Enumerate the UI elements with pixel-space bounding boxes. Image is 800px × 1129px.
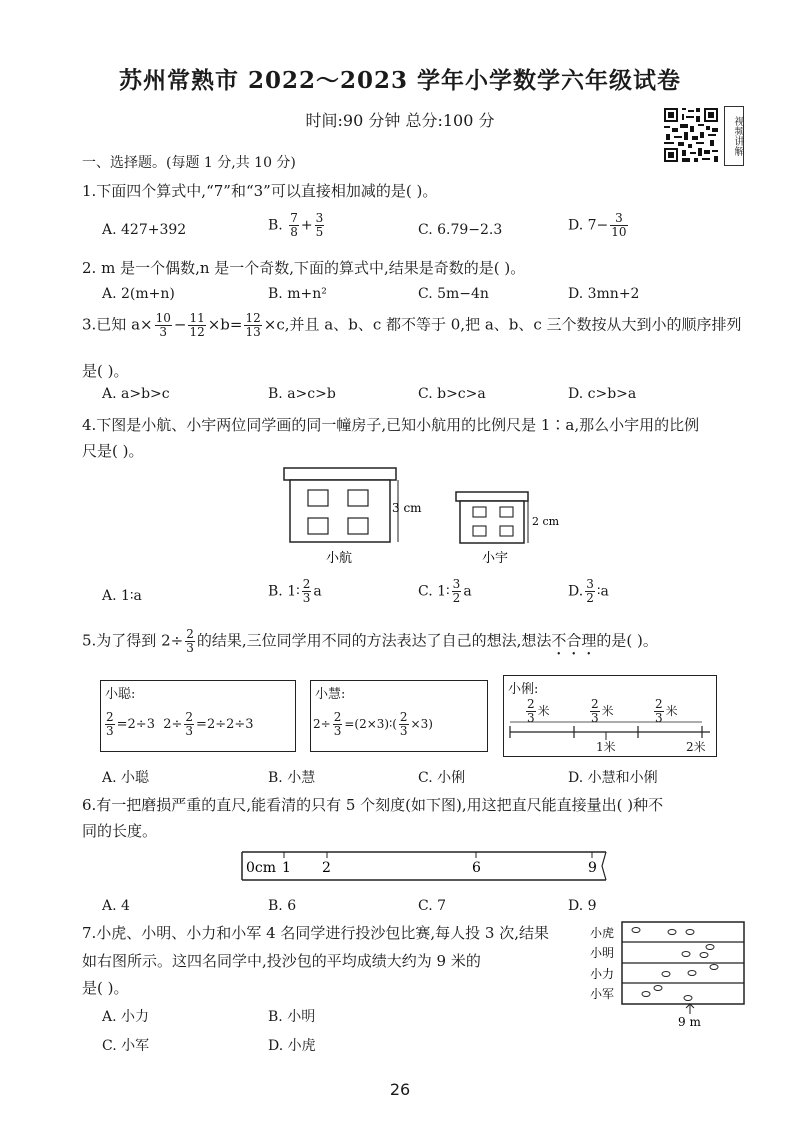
q3-option-d[interactable]: D. c>b>a xyxy=(568,386,637,402)
q2-option-d[interactable]: D. 3mn+2 xyxy=(568,286,640,302)
q4-houses-figure xyxy=(270,462,570,574)
q1-option-c[interactable]: C. 6.79−2.3 xyxy=(418,222,503,238)
q1-option-d-label: D. 7− xyxy=(568,217,609,234)
box-expression: $\frac{2}{3}$ =2÷3 2÷ $\frac{2}{3}$ =2÷2÷3 xyxy=(106,710,254,738)
segment-label: $\frac{2}{3}$ 米 xyxy=(655,697,678,725)
fraction: $\frac{7}{8}$ xyxy=(290,211,298,239)
nine-meter-mark: 9 m xyxy=(678,1015,701,1029)
row-name: 小明 xyxy=(590,946,615,960)
emphasized-text: 不合理 xyxy=(551,631,597,650)
q2-option-b[interactable]: B. m+n² xyxy=(268,286,327,302)
ruler-label: 9 xyxy=(588,860,597,876)
house-roof xyxy=(456,492,528,501)
q4-option-d[interactable]: D. $\frac{3}{2}$ ∶a xyxy=(568,577,609,605)
q5-option-d[interactable]: D. 小慧和小俐 xyxy=(568,770,658,786)
q6-stem-line2: 同的长度。 xyxy=(82,822,158,840)
q1-option-b-label: B. xyxy=(268,217,283,234)
operator: + xyxy=(300,217,313,234)
row-name: 小虎 xyxy=(590,926,615,940)
section-heading: 一、选择题。(每题 1 分,共 10 分) xyxy=(82,155,296,171)
box-title: 小慧: xyxy=(315,687,346,702)
q3-option-a[interactable]: A. a>b>c xyxy=(102,386,170,402)
q7-option-c[interactable]: C. 小军 xyxy=(102,1038,150,1054)
box-title: 小俐: xyxy=(508,682,539,697)
left-house-dimension: 3 cm xyxy=(392,501,422,515)
q6-option-b[interactable]: B. 6 xyxy=(268,898,297,914)
q6-option-c[interactable]: C. 7 xyxy=(418,898,447,914)
q7-option-b[interactable]: B. 小明 xyxy=(268,1009,316,1025)
house-wall xyxy=(460,501,524,543)
q5-box-xiaocong xyxy=(100,680,296,752)
mark-2m: 2米 xyxy=(686,740,706,754)
q4-stem: 4.下图是小航、小宇两位同学画的同一幢房子,已知小航用的比例尺是 1∶a,那么小宇用的比例 xyxy=(82,416,700,434)
q1-option-b[interactable] xyxy=(268,212,326,239)
ruler-label: 2 xyxy=(322,860,331,876)
right-house-name: 小宇 xyxy=(482,551,509,566)
q2-option-c[interactable]: C. 5m−4n xyxy=(418,286,489,302)
q3-option-b[interactable]: B. a>c>b xyxy=(268,386,336,402)
q7-stem-line3: 是( )。 xyxy=(82,979,129,997)
q1-stem: 1.下面四个算式中,“7”和“3”可以直接相加减的是( )。 xyxy=(82,182,438,200)
q3-stem: 3.已知 a× $\frac{10}{3}$ − $\frac{11}{12}$ ×b= $\frac{12}{13}$ ×c,并且 a、b、c 都不等于 0,把 a、b、c 三个数按从大到小的顺序排列 xyxy=(82,311,742,339)
q7-option-a[interactable]: A. 小力 xyxy=(102,1009,150,1025)
page-title: 苏州常熟市 2022～2023 学年小学数学六年级试卷 xyxy=(118,67,682,94)
segment-label: $\frac{2}{3}$ 米 xyxy=(527,697,550,725)
ruler-label: 1 xyxy=(282,860,291,876)
segment-label: $\frac{2}{3}$ 米 xyxy=(591,697,614,725)
right-house-dimension: 2 cm xyxy=(532,515,560,528)
q6-stem: 6.有一把磨损严重的直尺,能看清的只有 5 个刻度(如下图),用这把直尺能直接量出( )种不 xyxy=(82,796,664,814)
house-roof xyxy=(284,468,396,480)
q1-option-d[interactable] xyxy=(568,212,630,239)
exam-time-score: 时间:90 分钟 总分:100 分 xyxy=(305,111,495,130)
q2-option-a[interactable]: A. 2(m+n) xyxy=(102,286,175,302)
q7-stem-line2: 如右图所示。这四名同学中,投沙包的平均成绩大约为 9 米的 xyxy=(82,952,481,970)
q4-stem-line2: 尺是( )。 xyxy=(82,442,144,460)
box-expression: 2÷ $\frac{2}{3}$ =(2×3)∶( $\frac{2}{3}$ ×3) xyxy=(313,710,433,738)
qr-code-icon[interactable] xyxy=(662,106,720,164)
q5-box-xiaoli xyxy=(503,675,717,757)
q5-option-b[interactable]: B. 小慧 xyxy=(268,770,316,786)
q5-stem: 5.为了得到 2÷ $\frac{2}{3}$ 的结果,三位同学用不同的方法表达了自己的想法,想法不合理的是( )。 xyxy=(82,627,658,655)
qr-video-label: 视频讲解 xyxy=(724,106,744,166)
q4-option-c[interactable]: C. 1∶ $\frac{3}{2}$ a xyxy=(418,577,472,605)
q7-option-d[interactable]: D. 小虎 xyxy=(268,1038,316,1054)
q4-option-b[interactable]: B. 1∶ $\frac{2}{3}$ a xyxy=(268,577,322,605)
q5-option-a[interactable]: A. 小聪 xyxy=(102,770,150,786)
q3-option-c[interactable]: C. b>c>a xyxy=(418,386,486,402)
q6-ruler xyxy=(234,846,614,886)
row-name: 小军 xyxy=(590,987,615,1001)
q7-stem: 7.小虎、小明、小力和小军 4 名同学进行投沙包比赛,每人投 3 次,结果 xyxy=(82,924,550,942)
q1-option-a[interactable]: A. 427+392 xyxy=(102,222,187,238)
box-title: 小聪: xyxy=(105,687,136,702)
mark-1m: 1米 xyxy=(596,740,616,754)
q5-box-xiaohui xyxy=(310,680,488,752)
ruler-label: 6 xyxy=(472,860,481,876)
row-name: 小力 xyxy=(590,967,615,981)
sandbag-marks xyxy=(632,928,718,1001)
q6-option-a[interactable]: A. 4 xyxy=(102,898,130,914)
page-number: 26 xyxy=(389,1080,411,1099)
q2-stem: 2. m 是一个偶数,n 是一个奇数,下面的算式中,结果是奇数的是( )。 xyxy=(82,259,526,277)
q7-sandbag-chart xyxy=(586,918,750,1030)
q4-option-a[interactable]: A. 1∶a xyxy=(102,588,142,604)
ruler-label: 0cm xyxy=(246,860,277,876)
q6-option-d[interactable]: D. 9 xyxy=(568,898,597,914)
house-wall xyxy=(290,480,390,542)
left-house-name: 小航 xyxy=(326,551,353,566)
fraction: $\frac{3}{5}$ xyxy=(315,211,324,239)
q5-option-c[interactable]: C. 小俐 xyxy=(418,770,466,786)
q3-stem-line2: 是( )。 xyxy=(82,362,129,380)
fraction: $\frac{3}{10}$ xyxy=(611,211,627,239)
